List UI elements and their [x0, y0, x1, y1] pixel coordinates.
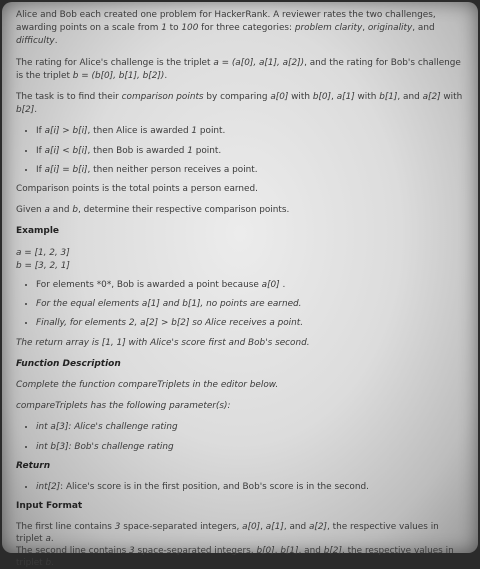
function-description-line2: compareTriplets has the following parameter(s):: [16, 401, 231, 412]
triplets-paragraph: [16, 57, 464, 83]
rule-text: If: [36, 164, 45, 175]
input-format-code: a[0]: [242, 522, 261, 533]
return-text: : Alice's score is in the first position, and Bob's score is in the second.: [60, 482, 369, 493]
rule-points: 1: [191, 126, 198, 137]
function-description-heading: Function Description: [16, 358, 121, 369]
example-heading: Example: [16, 226, 60, 237]
triplet-text: .: [164, 70, 168, 81]
return-item: [36, 481, 464, 494]
input-format-text: , and: [298, 546, 324, 557]
input-format-code: 3: [129, 546, 135, 557]
input-format-text: The second line contains: [16, 546, 130, 557]
example-return-line: The return array is [1, 1] with Alice's score first and Bob's second.: [16, 337, 310, 348]
rule-text: , then Bob is awarded: [87, 145, 188, 156]
task-text: ,: [331, 92, 337, 103]
task-code: b[2]: [16, 105, 35, 116]
example-b-line: b = [3, 2, 1]: [16, 260, 70, 271]
range-max: 100: [181, 23, 199, 34]
function-description-line1: Complete the function compareTriplets in the editor below.: [16, 380, 279, 391]
parameter-item: • int a[3]: Alice's challenge rating: [36, 421, 464, 434]
task-text: , and: [397, 92, 423, 103]
rule-text: point.: [192, 145, 222, 156]
category-difficulty: difficulty: [16, 36, 55, 47]
parameter-item: • int b[3]: Bob's challenge rating: [36, 441, 464, 454]
task-code: b[0]: [312, 92, 332, 103]
return-heading: Return: [16, 460, 51, 471]
example-input-block: [16, 247, 464, 273]
input-format-text: , the respective values in triplet: [16, 546, 454, 569]
rules-list: [16, 125, 464, 177]
task-code: b[1]: [379, 92, 398, 103]
task-text: with: [440, 92, 463, 103]
task-code: a[2]: [422, 92, 441, 103]
input-format-code: b: [45, 558, 52, 569]
input-format-text: , the respective values in triplet: [16, 522, 439, 545]
task-code: a[0]: [270, 92, 289, 103]
rule-text: , then neither person receives a point.: [87, 164, 258, 175]
input-format-code: a[1]: [265, 522, 284, 533]
parameter-list: [16, 421, 464, 453]
task-code: a[1]: [336, 92, 355, 103]
task-text: with: [354, 92, 380, 103]
input-format-code: b[2]: [323, 546, 342, 557]
input-format-code: a[2]: [308, 522, 327, 533]
intro-text: Alice and Bob each created one problem for HackerRank. A reviewer rates the two challenges, awarding points on a scale from: [16, 10, 436, 34]
input-format-text: .: [50, 534, 54, 545]
category-clarity: problem clarity: [294, 23, 363, 34]
example-bullet-text: .: [279, 280, 286, 291]
rule-points: 1: [187, 145, 193, 156]
example-bullet: [36, 279, 464, 292]
input-format-text: .: [51, 558, 54, 569]
example-bullets: [16, 279, 464, 331]
rule-condition: a[i] < b[i]: [44, 145, 88, 156]
range-min: 1: [161, 23, 167, 34]
task-paragraph: [16, 91, 464, 117]
given-paragraph: [16, 204, 464, 217]
rule-item: [36, 164, 464, 177]
rule-text: point.: [197, 126, 226, 137]
example-bullet: • Finally, for elements 2, a[2] > b[2] so Alice receives a point.: [36, 317, 464, 330]
given-text: Given: [16, 205, 45, 216]
rule-item: [36, 125, 464, 138]
intro-text: .: [54, 36, 58, 47]
given-text: and: [49, 205, 73, 216]
comparison-total-text: Comparison points is the total points a person earned.: [16, 184, 258, 195]
task-text: The task is to find their: [16, 92, 122, 103]
given-var-a: a: [44, 205, 50, 216]
task-emphasis: comparison points: [121, 92, 204, 103]
rule-text: If: [36, 145, 45, 156]
input-format-text: space-separated integers,: [134, 546, 257, 557]
input-format-code: 3: [114, 522, 121, 533]
input-format-text: ,: [274, 546, 281, 557]
input-format-code: a: [45, 534, 51, 545]
rule-condition: a[i] = b[i]: [44, 164, 88, 175]
bob-triplet: b = (b[0], b[1], b[2]): [72, 70, 165, 81]
example-bullet: • For the equal elements a[1] and b[1], no points are earned.: [36, 298, 464, 311]
return-list: [16, 481, 464, 494]
input-format-text: , and: [283, 522, 309, 533]
example-a-line: a = [1, 2, 3]: [16, 247, 70, 258]
input-format-code: b[1]: [280, 546, 299, 557]
intro-text: for three categories:: [198, 23, 295, 34]
example-bullet-code: a[0]: [261, 280, 280, 291]
return-type: int[2]: [36, 482, 61, 493]
intro-text: , and: [412, 23, 435, 34]
input-format-text: ,: [260, 522, 266, 533]
given-text: , determine their respective comparison points.: [77, 205, 290, 216]
rule-text: If: [36, 126, 45, 137]
intro-text: ,: [362, 23, 368, 34]
input-format-paragraph: [16, 521, 464, 569]
category-originality: originality: [367, 23, 413, 34]
example-bullet-text: For elements *0*, Bob is awarded a point because: [36, 280, 262, 291]
intro-paragraph: [16, 9, 464, 49]
problem-statement-card: [2, 2, 478, 569]
input-format-code: b[0]: [256, 546, 275, 557]
input-format-heading: Input Format: [16, 501, 83, 512]
alice-triplet: a = (a[0], a[1], a[2]): [213, 57, 305, 68]
task-text: with: [288, 92, 313, 103]
input-format-text: The first line contains: [16, 522, 115, 533]
triplet-text: The rating for Alice's challenge is the triplet: [16, 57, 214, 68]
triplet-text: , and the rating for Bob's challenge is the triplet: [16, 57, 461, 81]
rule-text: , then Alice is awarded: [87, 126, 192, 137]
intro-text: to: [166, 23, 182, 34]
task-text: .: [34, 105, 38, 116]
input-format-text: space-separated integers,: [120, 522, 243, 533]
given-var-b: b: [72, 205, 78, 216]
rule-condition: a[i] > b[i]: [44, 126, 88, 137]
task-text: by comparing: [203, 92, 271, 103]
rule-item: [36, 145, 464, 158]
